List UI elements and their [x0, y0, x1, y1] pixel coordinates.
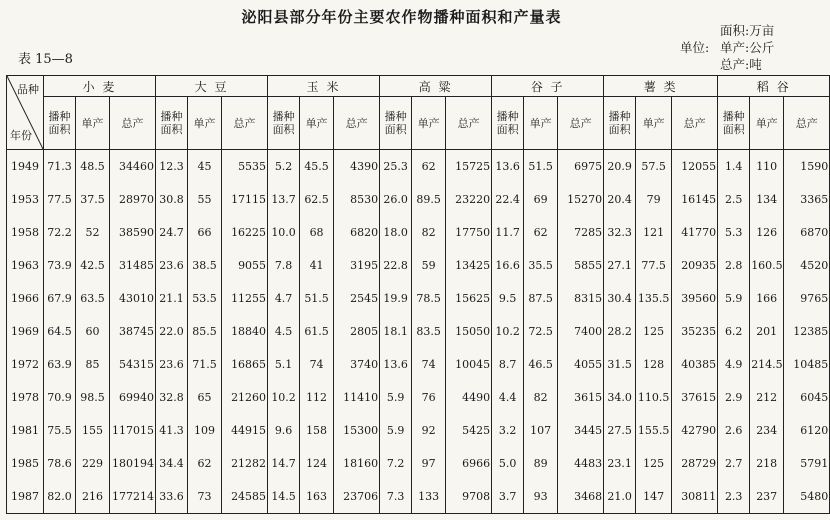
data-cell: 128	[636, 348, 672, 381]
data-cell: 7.2	[380, 447, 412, 480]
data-cell: 75.5	[44, 414, 76, 447]
data-cell: 28729	[672, 447, 718, 480]
data-cell: 27.5	[604, 414, 636, 447]
data-cell: 45	[188, 150, 222, 184]
data-cell: 19.9	[380, 282, 412, 315]
data-cell: 2.3	[718, 480, 750, 514]
data-cell: 67.9	[44, 282, 76, 315]
data-cell: 21282	[222, 447, 268, 480]
data-cell: 32.3	[604, 216, 636, 249]
data-cell: 3365	[784, 183, 830, 216]
data-cell: 18.1	[380, 315, 412, 348]
data-cell: 85.5	[188, 315, 222, 348]
data-cell: 212	[750, 381, 784, 414]
data-cell: 27.1	[604, 249, 636, 282]
data-cell: 6975	[558, 150, 604, 184]
sub-header-yield: 单产	[76, 97, 110, 150]
sub-header-yield: 单产	[300, 97, 334, 150]
data-cell: 2545	[334, 282, 380, 315]
data-cell: 155.5	[636, 414, 672, 447]
data-cell: 42.5	[76, 249, 110, 282]
table-row	[7, 480, 830, 514]
sub-header-area: 播种面积	[44, 97, 76, 150]
data-cell: 46.5	[524, 348, 558, 381]
data-cell: 110.5	[636, 381, 672, 414]
data-cell: 18.0	[380, 216, 412, 249]
crop-table	[6, 75, 830, 514]
corner-header	[7, 76, 44, 150]
data-cell: 38745	[110, 315, 156, 348]
data-cell: 4520	[784, 249, 830, 282]
data-cell: 13.6	[380, 348, 412, 381]
unit-total-value: 吨	[749, 57, 762, 72]
data-cell: 10.2	[492, 315, 524, 348]
data-cell: 25.3	[380, 150, 412, 184]
data-cell: 74	[412, 348, 446, 381]
data-cell: 158	[300, 414, 334, 447]
table-row	[7, 381, 830, 414]
data-cell: 5.1	[268, 348, 300, 381]
data-cell: 133	[412, 480, 446, 514]
data-cell: 28.2	[604, 315, 636, 348]
data-cell: 97	[412, 447, 446, 480]
data-cell: 9765	[784, 282, 830, 315]
data-cell: 5.2	[268, 150, 300, 184]
data-cell: 21.0	[604, 480, 636, 514]
data-cell: 12.3	[156, 150, 188, 184]
data-cell: 2.6	[718, 414, 750, 447]
sub-header-total: 总产	[446, 97, 492, 150]
data-cell: 82	[412, 216, 446, 249]
crop-header-millet: 谷 子	[492, 76, 604, 97]
data-cell: 20.9	[604, 150, 636, 184]
data-cell: 37615	[672, 381, 718, 414]
crop-header-soybean: 大 豆	[156, 76, 268, 97]
data-cell: 40385	[672, 348, 718, 381]
sub-header-area: 播种面积	[268, 97, 300, 150]
table-row	[7, 348, 830, 381]
data-cell: 23.6	[156, 348, 188, 381]
data-cell: 26.0	[380, 183, 412, 216]
data-cell: 3468	[558, 480, 604, 514]
data-cell: 23.6	[156, 249, 188, 282]
data-cell: 4.7	[268, 282, 300, 315]
data-cell: 31.5	[604, 348, 636, 381]
data-cell: 14.7	[268, 447, 300, 480]
data-cell: 17750	[446, 216, 492, 249]
data-cell: 2.9	[718, 381, 750, 414]
data-cell: 7400	[558, 315, 604, 348]
data-cell: 117015	[110, 414, 156, 447]
data-cell: 16145	[672, 183, 718, 216]
sub-header-yield: 单产	[412, 97, 446, 150]
data-cell: 51.5	[524, 150, 558, 184]
data-cell: 15725	[446, 150, 492, 184]
data-cell: 166	[750, 282, 784, 315]
data-cell: 13.7	[268, 183, 300, 216]
data-cell: 2.5	[718, 183, 750, 216]
data-cell: 71.3	[44, 150, 76, 184]
data-cell: 44915	[222, 414, 268, 447]
data-cell: 201	[750, 315, 784, 348]
data-cell: 8530	[334, 183, 380, 216]
unit-total-label: 总产:	[720, 57, 750, 72]
data-cell: 15270	[558, 183, 604, 216]
data-cell: 10045	[446, 348, 492, 381]
table-row	[7, 249, 830, 282]
data-cell: 42790	[672, 414, 718, 447]
data-cell: 68	[300, 216, 334, 249]
sub-header-yield: 单产	[188, 97, 222, 150]
data-cell: 73	[188, 480, 222, 514]
data-cell: 5.9	[380, 381, 412, 414]
data-cell: 4055	[558, 348, 604, 381]
table-row	[7, 216, 830, 249]
data-cell: 4483	[558, 447, 604, 480]
data-cell: 14.5	[268, 480, 300, 514]
data-cell: 62.5	[300, 183, 334, 216]
data-cell: 3615	[558, 381, 604, 414]
data-cell: 69	[524, 183, 558, 216]
data-cell: 135.5	[636, 282, 672, 315]
sub-header-yield: 单产	[750, 97, 784, 150]
data-cell: 216	[76, 480, 110, 514]
data-cell: 8.7	[492, 348, 524, 381]
data-cell: 57.5	[636, 150, 672, 184]
data-cell: 66	[188, 216, 222, 249]
year-cell: 1969	[7, 315, 44, 348]
data-cell: 160.5	[750, 249, 784, 282]
data-cell: 155	[76, 414, 110, 447]
data-cell: 39560	[672, 282, 718, 315]
data-cell: 2.8	[718, 249, 750, 282]
data-cell: 85	[76, 348, 110, 381]
data-cell: 23.1	[604, 447, 636, 480]
data-cell: 70.9	[44, 381, 76, 414]
year-cell: 1981	[7, 414, 44, 447]
sub-header-total: 总产	[558, 97, 604, 150]
data-cell: 24.7	[156, 216, 188, 249]
unit-yield-value: 公斤	[749, 40, 775, 55]
data-cell: 112	[300, 381, 334, 414]
data-cell: 10.2	[268, 381, 300, 414]
data-cell: 37.5	[76, 183, 110, 216]
data-cell: 60	[76, 315, 110, 348]
data-cell: 52	[76, 216, 110, 249]
data-cell: 78.5	[412, 282, 446, 315]
data-cell: 72.2	[44, 216, 76, 249]
data-cell: 15050	[446, 315, 492, 348]
data-cell: 2.7	[718, 447, 750, 480]
unit-area-value: 万亩	[749, 23, 775, 38]
corner-crop-label: 品种	[17, 83, 39, 96]
data-cell: 45.5	[300, 150, 334, 184]
data-cell: 1.4	[718, 150, 750, 184]
data-cell: 79	[636, 183, 672, 216]
crop-header-wheat: 小 麦	[44, 76, 156, 97]
data-cell: 16.6	[492, 249, 524, 282]
data-cell: 23220	[446, 183, 492, 216]
data-cell: 9055	[222, 249, 268, 282]
data-cell: 89	[524, 447, 558, 480]
crop-header-tuber: 薯 类	[604, 76, 718, 97]
data-cell: 35235	[672, 315, 718, 348]
year-cell: 1985	[7, 447, 44, 480]
data-cell: 69940	[110, 381, 156, 414]
data-cell: 16865	[222, 348, 268, 381]
data-cell: 41.3	[156, 414, 188, 447]
table-row	[7, 447, 830, 480]
data-cell: 9708	[446, 480, 492, 514]
data-cell: 15300	[334, 414, 380, 447]
sub-header-area: 播种面积	[156, 97, 188, 150]
data-cell: 180194	[110, 447, 156, 480]
data-cell: 163	[300, 480, 334, 514]
data-cell: 12385	[784, 315, 830, 348]
data-cell: 214.5	[750, 348, 784, 381]
data-cell: 65	[188, 381, 222, 414]
year-cell: 1953	[7, 183, 44, 216]
data-cell: 125	[636, 315, 672, 348]
data-cell: 4390	[334, 150, 380, 184]
data-cell: 8315	[558, 282, 604, 315]
data-cell: 6.2	[718, 315, 750, 348]
data-cell: 5480	[784, 480, 830, 514]
data-cell: 21260	[222, 381, 268, 414]
data-cell: 30811	[672, 480, 718, 514]
data-cell: 74	[300, 348, 334, 381]
data-cell: 5.3	[718, 216, 750, 249]
data-cell: 13425	[446, 249, 492, 282]
data-cell: 24585	[222, 480, 268, 514]
data-cell: 53.5	[188, 282, 222, 315]
data-cell: 82	[524, 381, 558, 414]
data-cell: 12055	[672, 150, 718, 184]
data-cell: 3.2	[492, 414, 524, 447]
data-cell: 4.5	[268, 315, 300, 348]
crop-header-corn: 玉 米	[268, 76, 380, 97]
data-cell: 3740	[334, 348, 380, 381]
sub-header-area: 播种面积	[492, 97, 524, 150]
data-cell: 147	[636, 480, 672, 514]
data-cell: 22.0	[156, 315, 188, 348]
data-cell: 63.9	[44, 348, 76, 381]
sub-header-total: 总产	[110, 97, 156, 150]
data-cell: 78.6	[44, 447, 76, 480]
data-cell: 11410	[334, 381, 380, 414]
data-cell: 31485	[110, 249, 156, 282]
data-cell: 63.5	[76, 282, 110, 315]
data-cell: 126	[750, 216, 784, 249]
data-cell: 218	[750, 447, 784, 480]
data-cell: 3195	[334, 249, 380, 282]
data-cell: 4490	[446, 381, 492, 414]
crop-header-sorghum: 高 粱	[380, 76, 492, 97]
data-cell: 5855	[558, 249, 604, 282]
data-cell: 59	[412, 249, 446, 282]
data-cell: 23706	[334, 480, 380, 514]
data-cell: 34460	[110, 150, 156, 184]
corner-year-label: 年份	[10, 129, 32, 142]
data-cell: 4.4	[492, 381, 524, 414]
data-cell: 18840	[222, 315, 268, 348]
data-cell: 5.9	[718, 282, 750, 315]
data-cell: 92	[412, 414, 446, 447]
data-cell: 121	[636, 216, 672, 249]
data-cell: 51.5	[300, 282, 334, 315]
data-cell: 124	[300, 447, 334, 480]
data-cell: 35.5	[524, 249, 558, 282]
data-cell: 9.5	[492, 282, 524, 315]
data-cell: 5.0	[492, 447, 524, 480]
data-cell: 20935	[672, 249, 718, 282]
data-cell: 48.5	[76, 150, 110, 184]
data-cell: 22.8	[380, 249, 412, 282]
data-cell: 234	[750, 414, 784, 447]
data-cell: 6820	[334, 216, 380, 249]
year-cell: 1978	[7, 381, 44, 414]
data-cell: 3445	[558, 414, 604, 447]
data-cell: 18160	[334, 447, 380, 480]
data-cell: 64.5	[44, 315, 76, 348]
data-cell: 33.6	[156, 480, 188, 514]
year-cell: 1987	[7, 480, 44, 514]
data-cell: 17115	[222, 183, 268, 216]
data-cell: 6966	[446, 447, 492, 480]
data-cell: 20.4	[604, 183, 636, 216]
data-cell: 5535	[222, 150, 268, 184]
sub-header-yield: 单产	[524, 97, 558, 150]
data-cell: 28970	[110, 183, 156, 216]
data-cell: 30.8	[156, 183, 188, 216]
sub-header-area: 播种面积	[380, 97, 412, 150]
data-cell: 2805	[334, 315, 380, 348]
data-cell: 82.0	[44, 480, 76, 514]
data-cell: 62	[412, 150, 446, 184]
data-cell: 177214	[110, 480, 156, 514]
sub-header-area: 播种面积	[604, 97, 636, 150]
unit-lead: 单位:	[680, 40, 710, 55]
data-cell: 22.4	[492, 183, 524, 216]
data-cell: 34.4	[156, 447, 188, 480]
data-cell: 10.0	[268, 216, 300, 249]
data-cell: 77.5	[44, 183, 76, 216]
data-cell: 21.1	[156, 282, 188, 315]
table-row	[7, 150, 830, 184]
data-cell: 9.6	[268, 414, 300, 447]
data-cell: 13.6	[492, 150, 524, 184]
data-cell: 237	[750, 480, 784, 514]
table-row	[7, 315, 830, 348]
data-cell: 6045	[784, 381, 830, 414]
data-cell: 5.9	[380, 414, 412, 447]
data-cell: 109	[188, 414, 222, 447]
data-cell: 89.5	[412, 183, 446, 216]
data-cell: 229	[76, 447, 110, 480]
data-cell: 1590	[784, 150, 830, 184]
crop-header-rice: 稻 谷	[718, 76, 830, 97]
data-cell: 11255	[222, 282, 268, 315]
data-cell: 5791	[784, 447, 830, 480]
data-cell: 54315	[110, 348, 156, 381]
data-cell: 38590	[110, 216, 156, 249]
data-cell: 5425	[446, 414, 492, 447]
data-cell: 72.5	[524, 315, 558, 348]
sub-header-yield: 单产	[636, 97, 672, 150]
table-row	[7, 414, 830, 447]
data-cell: 125	[636, 447, 672, 480]
data-cell: 134	[750, 183, 784, 216]
data-cell: 41	[300, 249, 334, 282]
data-cell: 87.5	[524, 282, 558, 315]
data-cell: 4.9	[718, 348, 750, 381]
data-cell: 38.5	[188, 249, 222, 282]
data-cell: 73.9	[44, 249, 76, 282]
data-cell: 7285	[558, 216, 604, 249]
table-row	[7, 282, 830, 315]
sub-header-total: 总产	[222, 97, 268, 150]
data-cell: 7.8	[268, 249, 300, 282]
data-cell: 61.5	[300, 315, 334, 348]
unit-yield-label: 单产:	[720, 40, 750, 55]
data-cell: 30.4	[604, 282, 636, 315]
year-cell: 1963	[7, 249, 44, 282]
data-cell: 15625	[446, 282, 492, 315]
sub-header-area: 播种面积	[718, 97, 750, 150]
data-cell: 98.5	[76, 381, 110, 414]
data-cell: 76	[412, 381, 446, 414]
data-cell: 16225	[222, 216, 268, 249]
year-cell: 1949	[7, 150, 44, 184]
table-number: 表 15—8	[18, 52, 73, 67]
data-cell: 7.3	[380, 480, 412, 514]
year-cell: 1972	[7, 348, 44, 381]
year-cell: 1966	[7, 282, 44, 315]
year-cell: 1958	[7, 216, 44, 249]
data-cell: 83.5	[412, 315, 446, 348]
sub-header-total: 总产	[334, 97, 380, 150]
data-cell: 62	[524, 216, 558, 249]
unit-area-label: 面积:	[720, 23, 750, 38]
data-cell: 3.7	[492, 480, 524, 514]
data-cell: 6870	[784, 216, 830, 249]
data-cell: 34.0	[604, 381, 636, 414]
data-cell: 93	[524, 480, 558, 514]
data-cell: 62	[188, 447, 222, 480]
units-legend	[680, 22, 774, 73]
data-cell: 11.7	[492, 216, 524, 249]
data-cell: 71.5	[188, 348, 222, 381]
data-cell: 77.5	[636, 249, 672, 282]
table-row	[7, 183, 830, 216]
data-cell: 107	[524, 414, 558, 447]
data-cell: 6120	[784, 414, 830, 447]
data-cell: 43010	[110, 282, 156, 315]
page-title: 泌阳县部分年份主要农作物播种面积和产量表	[241, 8, 562, 26]
data-cell: 55	[188, 183, 222, 216]
sub-header-total: 总产	[784, 97, 830, 150]
data-cell: 10485	[784, 348, 830, 381]
sub-header-total: 总产	[672, 97, 718, 150]
data-cell: 110	[750, 150, 784, 184]
data-cell: 32.8	[156, 381, 188, 414]
data-cell: 41770	[672, 216, 718, 249]
